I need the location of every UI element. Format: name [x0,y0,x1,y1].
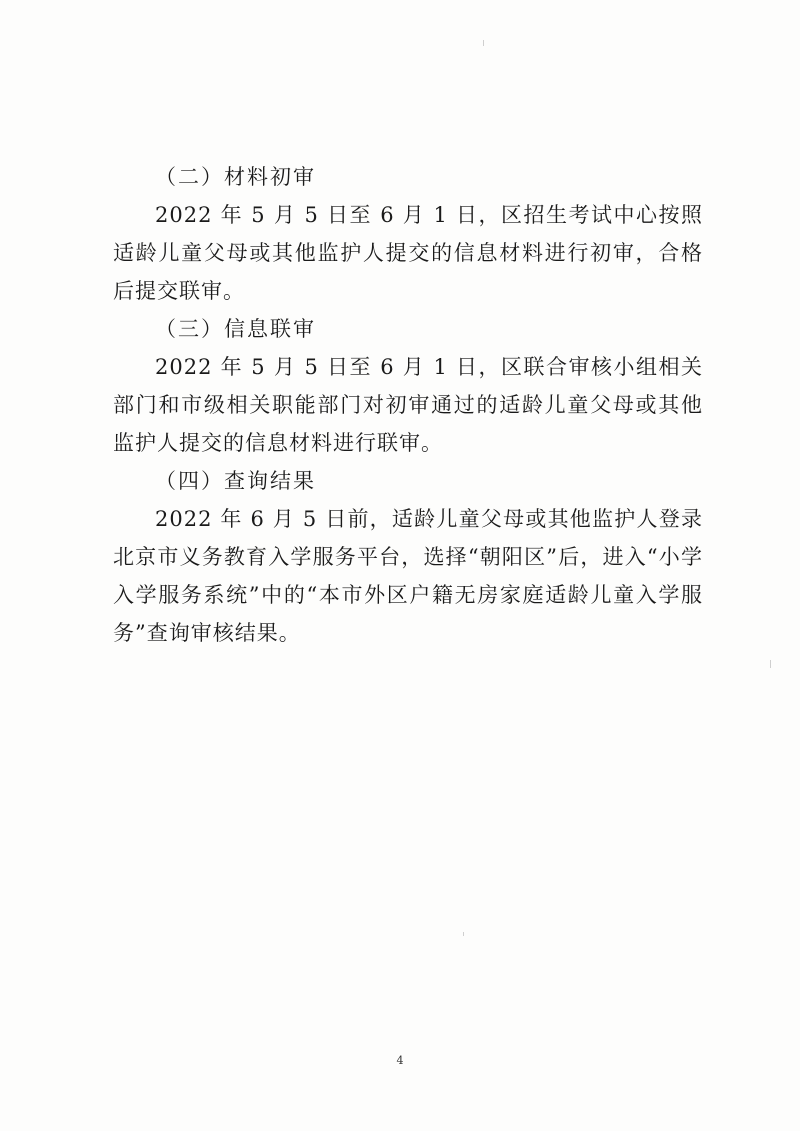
section-body-query-results: 2022 年 6 月 5 日前，适龄儿童父母或其他监护人登录北京市义务教育入学服务平台，选择“朝阳区”后，进入“小学入学服务系统”中的“本市外区户籍无房家庭适龄儿童入学服务”查询审核结果。 [113,507,703,645]
section-body-joint-review: 2022 年 5 月 5 日至 6 月 1 日，区联合审核小组相关部门和市级相关职能部门对初审通过的适龄儿童父母或其他监护人提交的信息材料进行联审。 [113,355,703,455]
section-heading-joint-review: （三）信息联审 [155,317,316,341]
section-heading-query-results: （四）查询结果 [155,469,316,493]
scan-mark [483,40,484,46]
scan-mark [770,660,771,668]
document-body [113,158,703,652]
section-heading-materials-review: （二）材料初审 [155,165,316,189]
page-number: 4 [396,1054,404,1067]
scan-mark [463,932,464,936]
section-body-materials-review: 2022 年 5 月 5 日至 6 月 1 日，区招生考试中心按照适龄儿童父母或其他监护人提交的信息材料进行初审，合格后提交联审。 [113,203,703,303]
